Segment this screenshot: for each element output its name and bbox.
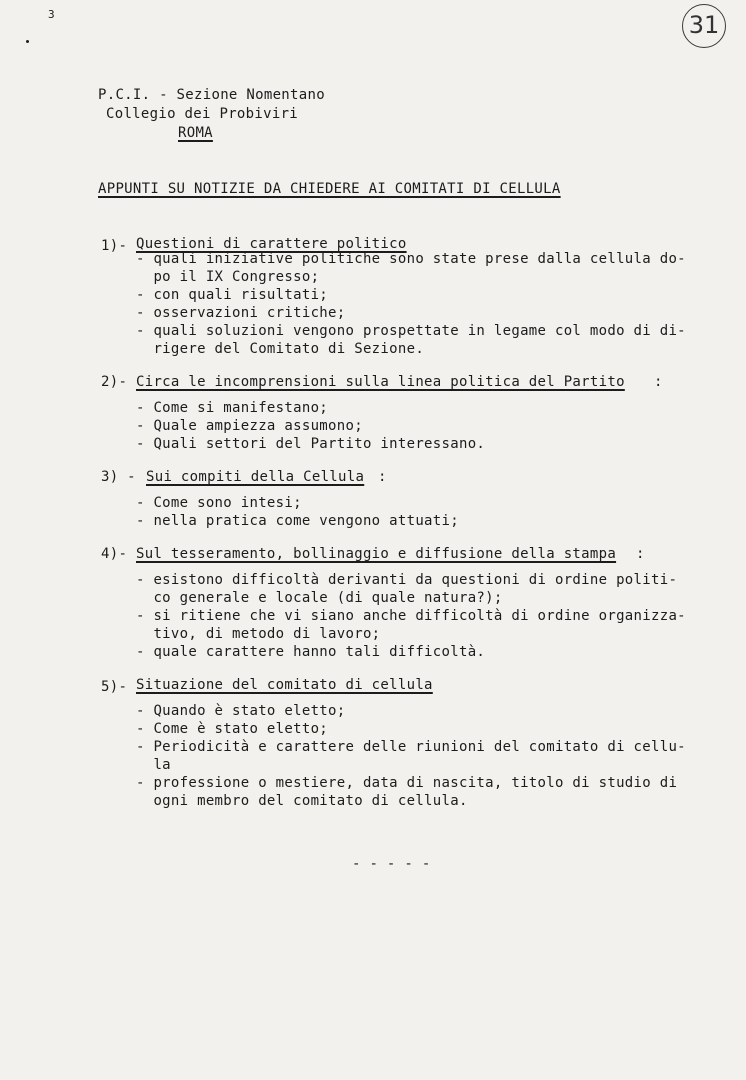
section-3-heading: Sui compiti della Cellula (146, 469, 365, 485)
section-3-line: - nella pratica come vengono attuati; (136, 513, 459, 529)
section-5-line: - Quando è stato eletto; (136, 703, 346, 719)
section-3-number: 3) - (101, 469, 136, 485)
section-4-line: - quale carattere hanno tali difficoltà. (136, 644, 486, 660)
page-number-stamp: 31 (682, 4, 726, 48)
section-1-line: - quali soluzioni vengono prospettate in legame col modo di di- (136, 323, 686, 339)
section-2-colon: : (654, 374, 663, 390)
section-5-line: - professione o mestiere, data di nascita, titolo di studio di (136, 775, 678, 791)
section-5-line: - Periodicità e carattere delle riunioni del comitato di cellu- (136, 739, 686, 755)
section-5-number: 5)- (101, 679, 128, 695)
section-4-line: tivo, di metodo di lavoro; (136, 626, 381, 642)
section-1-line: - quali iniziative politiche sono state prese dalla cellula do- (136, 251, 686, 267)
section-4-line: co generale e locale (di quale natura?); (136, 590, 503, 606)
section-3-colon: : (378, 469, 387, 485)
ink-dot (26, 40, 29, 43)
section-2-heading: Circa le incomprensioni sulla linea politica del Partito (136, 374, 625, 390)
section-5-line: ogni membro del comitato di cellula. (136, 793, 468, 809)
section-1-heading: Questioni di carattere politico (136, 236, 407, 252)
document-title: APPUNTI SU NOTIZIE DA CHIEDERE AI COMITATI DI CELLULA (98, 181, 561, 197)
header-org: P.C.I. - Sezione Nomentano (98, 87, 325, 103)
header-board: Collegio dei Probiviri (106, 106, 299, 122)
section-1-line: - osservazioni critiche; (136, 305, 346, 321)
section-2-line: - Quali settori del Partito interessano. (136, 436, 486, 452)
section-5-line: la (136, 757, 171, 773)
footer-dashes: - - - - - (352, 856, 431, 872)
section-2-number: 2)- (101, 374, 128, 390)
section-1-line: - con quali risultati; (136, 287, 329, 303)
section-4-line: - si ritiene che vi siano anche difficoltà di ordine organizza- (136, 608, 686, 624)
section-2-line: - Come si manifestano; (136, 400, 329, 416)
header-city: ROMA (178, 125, 213, 141)
section-2-line: - Quale ampiezza assumono; (136, 418, 363, 434)
section-1-number: 1)- (101, 238, 128, 254)
section-4-heading: Sul tesseramento, bollinaggio e diffusione della stampa (136, 546, 617, 562)
section-1-line: rigere del Comitato di Sezione. (136, 341, 425, 357)
section-4-line: - esistono difficoltà derivanti da questioni di ordine politi- (136, 572, 678, 588)
section-5-line: - Come è stato eletto; (136, 721, 329, 737)
section-4-colon: : (636, 546, 645, 562)
section-1-line: po il IX Congresso; (136, 269, 320, 285)
corner-mark: 3 (48, 8, 55, 21)
section-5-heading: Situazione del comitato di cellula (136, 677, 433, 693)
section-3-line: - Come sono intesi; (136, 495, 302, 511)
section-4-number: 4)- (101, 546, 128, 562)
